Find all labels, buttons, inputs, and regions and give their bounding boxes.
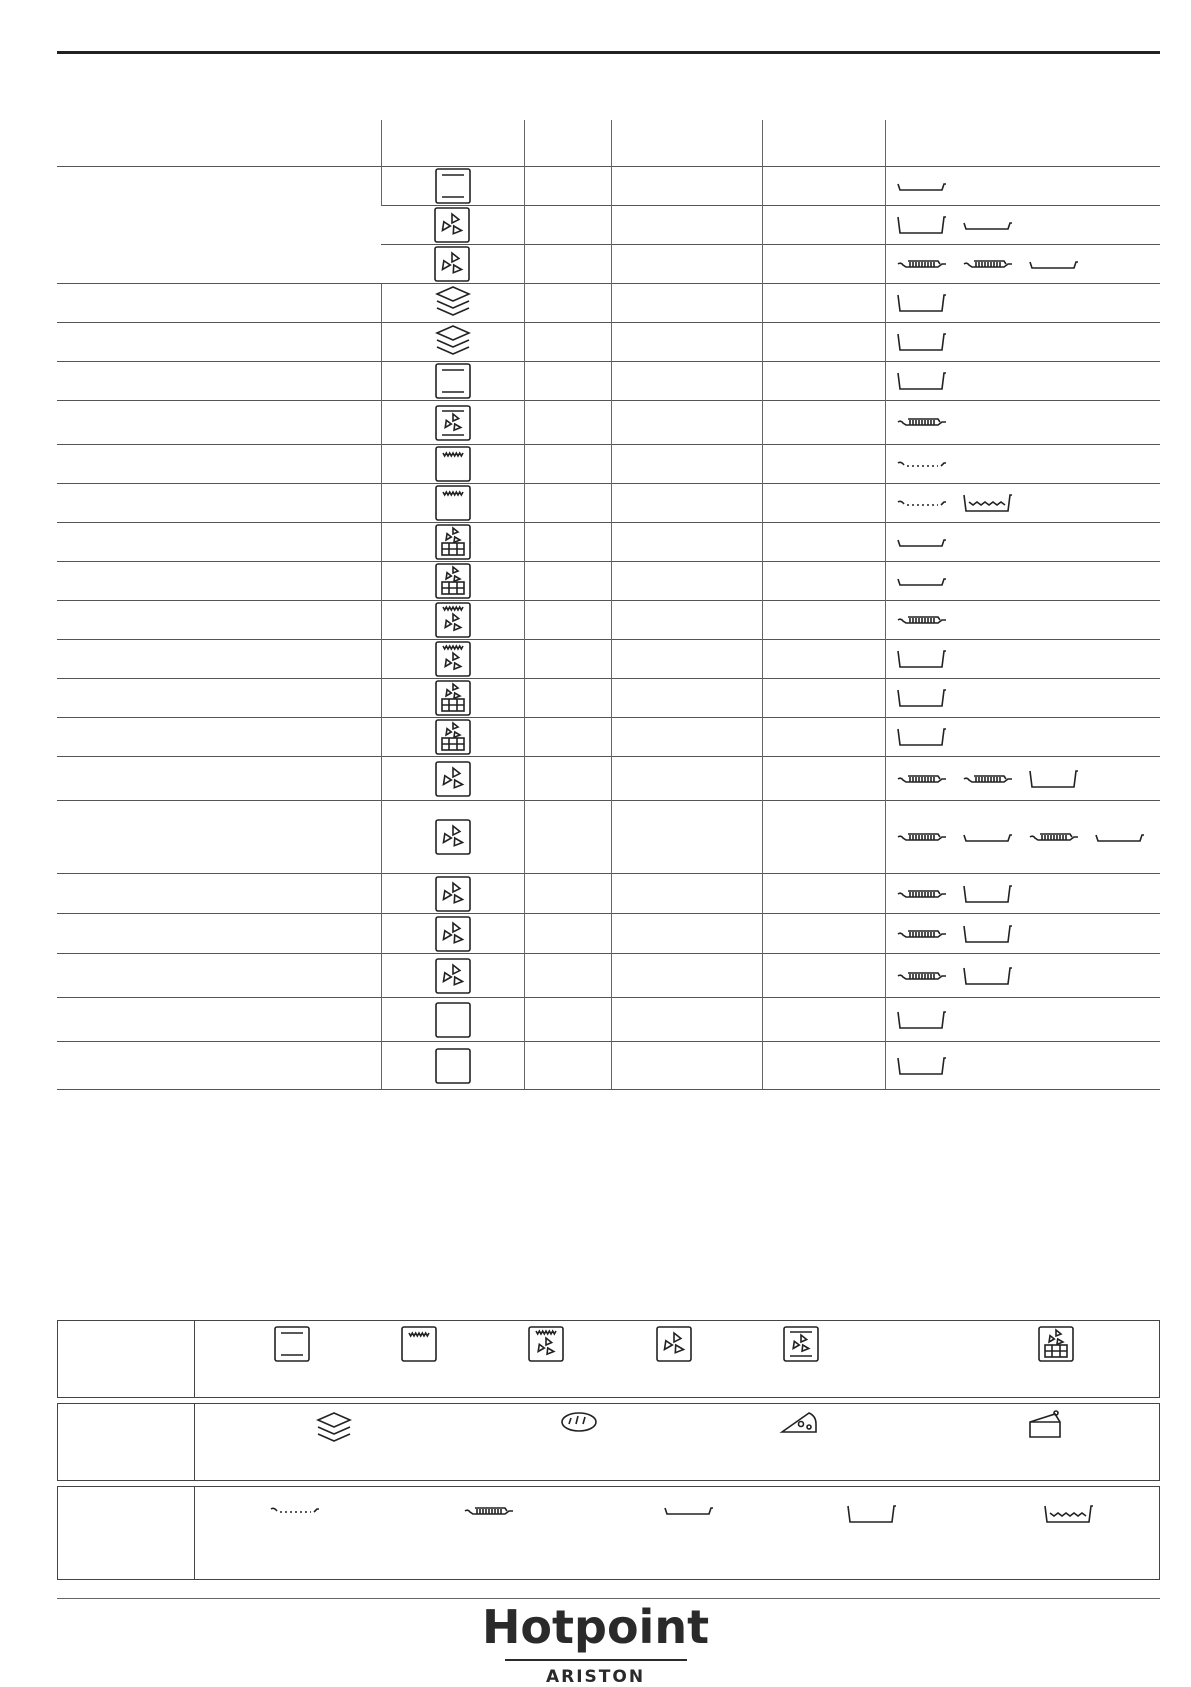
- cell-preheat: [524, 1042, 611, 1090]
- cell-time: [762, 167, 885, 206]
- cell-func: [381, 445, 524, 484]
- shelf-accessory-icon: [1094, 830, 1146, 844]
- cell-food: [57, 801, 381, 874]
- cell-time: [762, 284, 885, 323]
- grill-accessory-icon: [896, 612, 948, 628]
- cell-acc: [885, 874, 1160, 914]
- multi-icon: [434, 523, 472, 561]
- cell-func: [381, 998, 524, 1042]
- table-row: [57, 445, 1160, 484]
- multi-icon: [434, 679, 472, 717]
- cell-acc: [885, 245, 1160, 284]
- table-row: [57, 167, 1160, 206]
- deep-dish-icon: [846, 1503, 898, 1525]
- cell-func: [381, 562, 524, 601]
- legend-label: [58, 1487, 195, 1579]
- cell-preheat: [524, 445, 611, 484]
- cell-preheat: [524, 284, 611, 323]
- cell-func: [381, 679, 524, 718]
- table-row: [57, 914, 1160, 954]
- blank-icon: [434, 1047, 472, 1085]
- cell-acc: [885, 601, 1160, 640]
- table-row: [57, 954, 1160, 998]
- table-row: [57, 523, 1160, 562]
- table-row: [57, 484, 1160, 523]
- cell-food: [57, 914, 381, 954]
- cell-acc: [885, 445, 1160, 484]
- cell-acc: [885, 914, 1160, 954]
- cell-preheat: [524, 757, 611, 801]
- table-row: [57, 323, 1160, 362]
- cell-preheat: [524, 718, 611, 757]
- fan-icon: [434, 915, 472, 953]
- cell-func: [381, 874, 524, 914]
- dish-accessory-icon: [896, 331, 948, 353]
- cell-preheat: [524, 640, 611, 679]
- grill-accessory-icon: [962, 256, 1014, 272]
- drip-tray-water-icon: [1043, 1503, 1095, 1525]
- cell-food: [57, 323, 381, 362]
- baking-shelf-icon: [663, 1503, 715, 1517]
- legend-food: [57, 1403, 1160, 1481]
- cell-time: [762, 323, 885, 362]
- cell-food: [57, 362, 381, 401]
- cell-time: [762, 445, 885, 484]
- shelf-accessory-icon: [962, 830, 1014, 844]
- cell-time: [762, 954, 885, 998]
- dish-accessory-icon: [896, 292, 948, 314]
- layers-icon: [433, 323, 473, 361]
- cell-temp: [611, 679, 762, 718]
- cell-time: [762, 914, 885, 954]
- multi-icon: [434, 562, 472, 600]
- table-row: [57, 874, 1160, 914]
- header-food: [57, 120, 381, 167]
- grill-accessory-icon: [1028, 829, 1080, 845]
- cell-temp: [611, 998, 762, 1042]
- bread-icon: [559, 1410, 599, 1434]
- cell-time: [762, 718, 885, 757]
- cell-preheat: [524, 323, 611, 362]
- cooking-table: [57, 120, 1160, 1090]
- fan-icon: [434, 760, 472, 798]
- dish-accessory-icon: [896, 370, 948, 392]
- cell-food: [57, 401, 381, 445]
- cell-preheat: [524, 914, 611, 954]
- header-preheat: [524, 120, 611, 167]
- rack-accessory-icon: [896, 457, 948, 471]
- cell-time: [762, 998, 885, 1042]
- cell-temp: [611, 445, 762, 484]
- turbo-grill-icon: [434, 640, 472, 678]
- cell-time: [762, 1042, 885, 1090]
- turbo-grill-icon: [527, 1325, 565, 1363]
- cell-time: [762, 601, 885, 640]
- brand-name: Hotpoint: [481, 1600, 710, 1654]
- cell-func: [381, 206, 524, 245]
- cell-food: [57, 998, 381, 1042]
- fan-icon: [434, 957, 472, 995]
- cell-func: [381, 167, 524, 206]
- convection-bake-icon: [434, 404, 472, 442]
- dish-accessory-icon: [896, 687, 948, 709]
- cell-preheat: [524, 562, 611, 601]
- cell-acc: [885, 523, 1160, 562]
- cell-food: [57, 679, 381, 718]
- cell-food: [57, 874, 381, 914]
- cell-temp: [611, 874, 762, 914]
- legend-food-icons: [195, 1404, 1159, 1480]
- legend-label: [58, 1404, 195, 1480]
- cell-func: [381, 284, 524, 323]
- cell-food: [57, 718, 381, 757]
- cell-acc: [885, 954, 1160, 998]
- dish-accessory-icon: [896, 1055, 948, 1077]
- cell-temp: [611, 167, 762, 206]
- cell-temp: [611, 562, 762, 601]
- cell-func: [381, 601, 524, 640]
- grill-accessory-icon: [896, 256, 948, 272]
- table-row: [57, 401, 1160, 445]
- cell-food: [57, 445, 381, 484]
- legend-accessories: [57, 1486, 1160, 1580]
- cell-preheat: [524, 998, 611, 1042]
- cell-preheat: [524, 523, 611, 562]
- cell-preheat: [524, 245, 611, 284]
- cell-func: [381, 1042, 524, 1090]
- cell-time: [762, 245, 885, 284]
- shelf-accessory-icon: [896, 574, 948, 588]
- cell-food: [57, 954, 381, 998]
- grill-icon: [400, 1325, 438, 1363]
- convection-bake-icon: [782, 1325, 820, 1363]
- grill-accessory-icon: [896, 886, 948, 902]
- legend-label: [58, 1321, 195, 1397]
- shelf-accessory-icon: [896, 179, 948, 193]
- multi-icon: [1037, 1325, 1075, 1363]
- cake-icon: [1025, 1410, 1065, 1440]
- cell-func: [381, 484, 524, 523]
- cell-preheat: [524, 801, 611, 874]
- cell-acc: [885, 362, 1160, 401]
- cell-temp: [611, 718, 762, 757]
- table-row: [57, 801, 1160, 874]
- cell-acc: [885, 401, 1160, 445]
- grill-accessory-icon: [896, 771, 948, 787]
- top-rule: [57, 51, 1160, 54]
- cell-temp: [611, 523, 762, 562]
- grill-icon: [434, 445, 472, 483]
- blank-icon: [434, 1001, 472, 1039]
- table-header: [57, 120, 1160, 167]
- cell-acc: [885, 640, 1160, 679]
- layers-icon: [314, 1410, 354, 1448]
- cell-acc: [885, 998, 1160, 1042]
- grill-accessory-icon: [962, 771, 1014, 787]
- cell-temp: [611, 323, 762, 362]
- cell-time: [762, 679, 885, 718]
- cell-func: [381, 401, 524, 445]
- header-time: [762, 120, 885, 167]
- cell-temp: [611, 245, 762, 284]
- table-row: [57, 601, 1160, 640]
- cell-preheat: [524, 362, 611, 401]
- cell-food: [57, 523, 381, 562]
- table-row: [57, 757, 1160, 801]
- dish-accessory-icon: [896, 726, 948, 748]
- static-icon: [273, 1325, 311, 1363]
- cell-time: [762, 362, 885, 401]
- table-row: [57, 284, 1160, 323]
- cell-func: [381, 757, 524, 801]
- brand-subname: ARISTON: [545, 1667, 646, 1687]
- cell-food: [57, 562, 381, 601]
- grill-accessory-icon: [896, 414, 948, 430]
- cell-preheat: [524, 167, 611, 206]
- layers-icon: [433, 284, 473, 322]
- cell-func: [381, 640, 524, 679]
- dish-accessory-icon: [962, 965, 1014, 987]
- cell-food: [57, 640, 381, 679]
- cell-temp: [611, 1042, 762, 1090]
- table-row: [57, 362, 1160, 401]
- fan-icon: [434, 875, 472, 913]
- cell-temp: [611, 954, 762, 998]
- cell-temp: [611, 206, 762, 245]
- cell-food: [57, 167, 381, 284]
- cell-func: [381, 954, 524, 998]
- cell-temp: [611, 362, 762, 401]
- fan-icon: [433, 206, 471, 244]
- multi-icon: [434, 718, 472, 756]
- table-row: [57, 640, 1160, 679]
- cell-acc: [885, 1042, 1160, 1090]
- dish-accessory-icon: [896, 648, 948, 670]
- dish-accessory-icon: [962, 883, 1014, 905]
- cell-acc: [885, 206, 1160, 245]
- cell-acc: [885, 562, 1160, 601]
- static-icon: [434, 167, 472, 205]
- grill-accessory-icon: [896, 926, 948, 942]
- grill-accessory-icon: [896, 968, 948, 984]
- cell-acc: [885, 323, 1160, 362]
- cell-temp: [611, 601, 762, 640]
- water-accessory-icon: [962, 492, 1014, 514]
- cell-time: [762, 757, 885, 801]
- cell-preheat: [524, 484, 611, 523]
- shelf-accessory-icon: [1028, 257, 1080, 271]
- cell-acc: [885, 801, 1160, 874]
- table-row: [57, 1042, 1160, 1090]
- fan-icon: [433, 245, 471, 283]
- turbo-grill-icon: [434, 601, 472, 639]
- rack-accessory-icon: [896, 496, 948, 510]
- wire-rack-icon: [269, 1503, 321, 1517]
- cell-preheat: [524, 874, 611, 914]
- cell-food: [57, 1042, 381, 1090]
- cell-time: [762, 562, 885, 601]
- cell-preheat: [524, 954, 611, 998]
- cell-acc: [885, 757, 1160, 801]
- cell-preheat: [524, 601, 611, 640]
- cell-preheat: [524, 206, 611, 245]
- dish-accessory-icon: [1028, 768, 1080, 790]
- static-icon: [434, 362, 472, 400]
- bottom-rule: [57, 1598, 1160, 1599]
- grill-icon: [434, 484, 472, 522]
- header-function: [381, 120, 524, 167]
- legend-accessory-icons: [195, 1487, 1159, 1579]
- header-accessories: [885, 120, 1160, 167]
- cell-time: [762, 523, 885, 562]
- fan-icon: [655, 1325, 693, 1363]
- pizza-icon: [779, 1410, 819, 1436]
- cell-food: [57, 284, 381, 323]
- cell-temp: [611, 914, 762, 954]
- brand-logo: [0, 1600, 1191, 1687]
- cell-temp: [611, 401, 762, 445]
- cell-temp: [611, 484, 762, 523]
- cell-food: [57, 757, 381, 801]
- cell-func: [381, 718, 524, 757]
- cell-time: [762, 801, 885, 874]
- cell-time: [762, 484, 885, 523]
- shelf-accessory-icon: [962, 218, 1014, 232]
- cell-time: [762, 206, 885, 245]
- fan-icon: [434, 818, 472, 856]
- cell-temp: [611, 801, 762, 874]
- cell-acc: [885, 718, 1160, 757]
- cell-func: [381, 914, 524, 954]
- cell-preheat: [524, 401, 611, 445]
- cell-temp: [611, 640, 762, 679]
- cell-func: [381, 245, 524, 284]
- cell-food: [57, 484, 381, 523]
- header-temperature: [611, 120, 762, 167]
- cell-acc: [885, 679, 1160, 718]
- shelf-accessory-icon: [896, 535, 948, 549]
- cell-temp: [611, 284, 762, 323]
- cell-func: [381, 323, 524, 362]
- cell-temp: [611, 757, 762, 801]
- cell-time: [762, 401, 885, 445]
- cell-time: [762, 874, 885, 914]
- cell-func: [381, 801, 524, 874]
- cell-acc: [885, 484, 1160, 523]
- dish-accessory-icon: [962, 923, 1014, 945]
- dish-accessory-icon: [896, 1009, 948, 1031]
- table-row: [57, 562, 1160, 601]
- grill-tray-icon: [463, 1503, 515, 1519]
- dish-accessory-icon: [896, 214, 948, 236]
- legend-functions: [57, 1320, 1160, 1398]
- cell-preheat: [524, 679, 611, 718]
- cell-time: [762, 640, 885, 679]
- cell-func: [381, 362, 524, 401]
- cell-food: [57, 601, 381, 640]
- brand-rule: [505, 1659, 687, 1661]
- cell-func: [381, 523, 524, 562]
- table-row: [57, 679, 1160, 718]
- grill-accessory-icon: [896, 829, 948, 845]
- table-row: [57, 998, 1160, 1042]
- cell-acc: [885, 167, 1160, 206]
- table-row: [57, 718, 1160, 757]
- legend-function-icons: [195, 1321, 1159, 1397]
- cell-acc: [885, 284, 1160, 323]
